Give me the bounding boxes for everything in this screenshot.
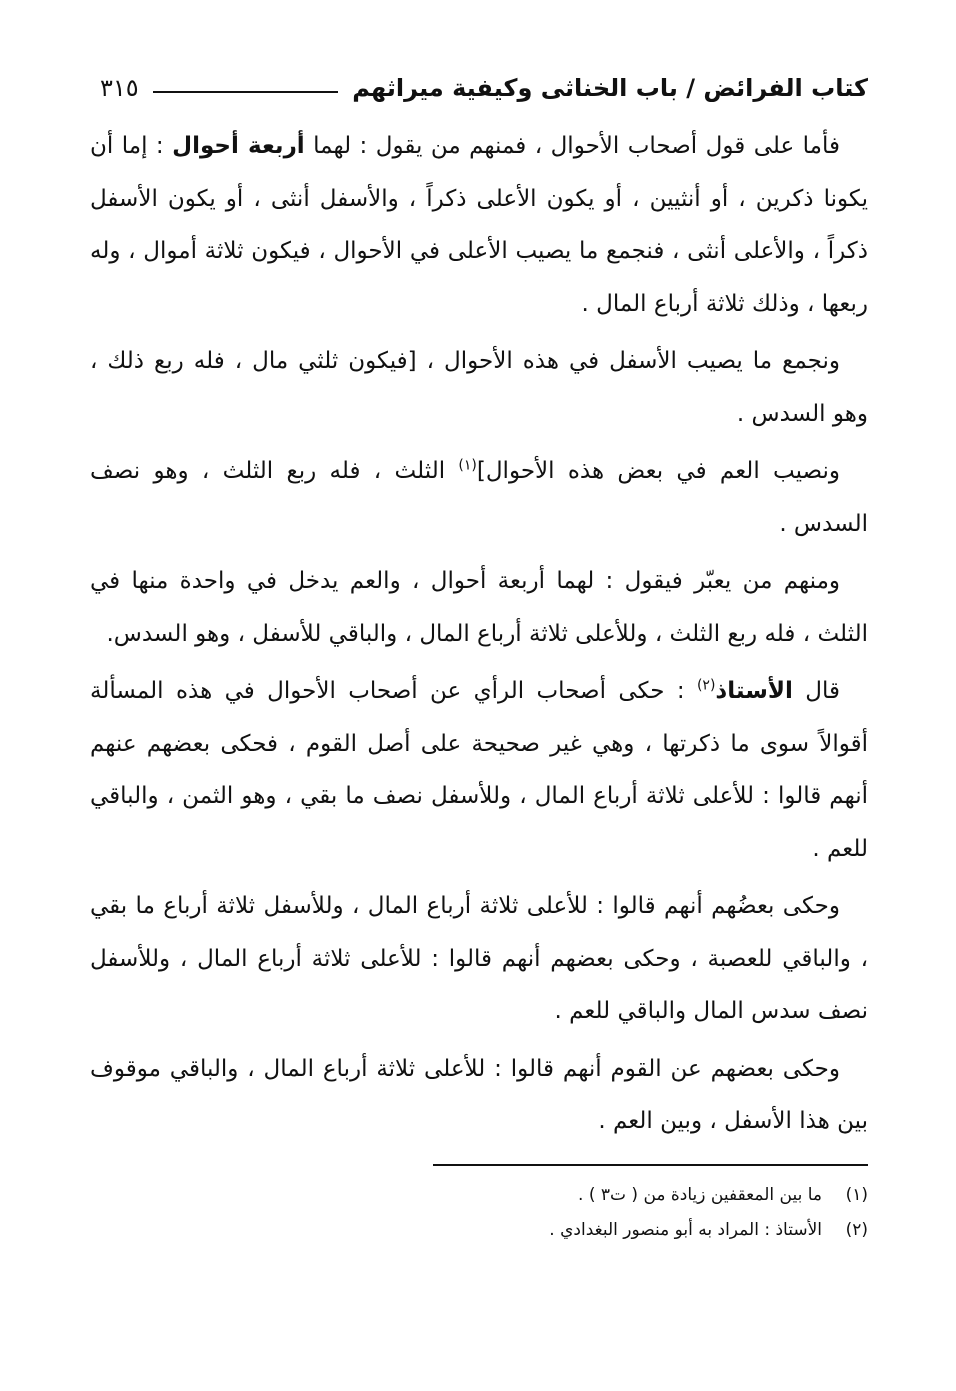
footnote-number: (١) <box>845 1184 868 1205</box>
emphasized-phrase: الأستاذ <box>715 678 793 704</box>
paragraph-text: : حكى أصحاب الرأي عن أصحاب الأحوال في هذه المسألة أقوالاً سوى ما ذكرتها ، وهي غير صحيحة على أصل القوم ، فحكى بعضهم عنهم أنهم قالوا : للأعلى ثلاثة أرباع المال ، وللأسفل نصف ما بقي ، وهو الثمن ، والباقي للعم . <box>90 678 868 862</box>
page-number: ٣١٥ <box>100 74 139 102</box>
footnote-separator <box>433 1164 868 1166</box>
document-page <box>90 60 868 1248</box>
paragraph-text: ونجمع ما يصيب الأسفل في هذه الأحوال ، [فيكون ثلثي مال ، فله ربع ذلك ، وهو السدس . <box>90 348 868 427</box>
paragraph-text: وحكى بعضُهم أنهم قالوا : للأعلى ثلاثة أرباع المال ، وللأسفل ثلاثة أرباع ما بقي ، والباقي للعصبة ، وحكى بعضهم أنهم قالوا : للأعلى ثلاثة أرباع المال ، وللأسفل نصف سدس المال والباقي للعم . <box>90 893 868 1024</box>
paragraph-text: ومنهم من يعبّر فيقول : لهما أربعة أحوال ، والعم يدخل في واحدة منها في الثلث ، فله ربع الثلث ، وللأعلى ثلاثة أرباع المال ، والباقي للأسفل ، وهو السدس. <box>90 568 868 647</box>
footnote-number: (٢) <box>845 1219 868 1240</box>
paragraph-2 <box>90 335 868 440</box>
paragraph-3 <box>90 445 868 550</box>
paragraph-text: قال <box>792 678 840 704</box>
paragraph-6 <box>90 880 868 1038</box>
header-title: كتاب الفرائض / باب الخناثى وكيفية ميراثهم <box>352 74 868 102</box>
footnote-marker-2[interactable]: (٢) <box>696 677 716 694</box>
paragraph-1 <box>90 120 868 330</box>
header-rule <box>153 91 339 93</box>
footnote-2 <box>90 1213 868 1248</box>
paragraph-text: الثلث ، فله ربع الثلث ، وهو نصف السدس . <box>90 458 868 537</box>
body-text <box>90 120 868 1148</box>
paragraph-text: وحكى بعضهم عن القوم أنهم قالوا : للأعلى ثلاثة أرباع المال ، والباقي موقوف بين هذا الأسفل ، وبين العم . <box>90 1055 868 1134</box>
footnotes <box>90 1178 868 1248</box>
footnote-marker-1[interactable]: (١) <box>458 457 477 474</box>
emphasized-phrase: أربعة أحوال <box>172 133 305 159</box>
footnote-text: ما بين المعقفين زيادة من ( ت٣ ) . <box>578 1184 822 1205</box>
paragraph-text: : إما أن يكونا ذكرين ، أو أنثيين ، أو يكون الأعلى ذكراً ، والأسفل أنثى ، أو يكون الأسفل ذكراً ، والأعلى أنثى ، فنجمع ما يصيب الأعلى في الأحوال ، فيكون ثلاثة أموال ، وله ربعها ، وذلك ثلاثة أرباع المال . <box>90 133 868 317</box>
paragraph-5 <box>90 665 868 875</box>
footnote-text: الأستاذ : المراد به أبو منصور البغدادي . <box>549 1219 822 1240</box>
running-header <box>90 60 868 116</box>
paragraph-4 <box>90 555 868 660</box>
paragraph-text: ونصيب العم في بعض هذه الأحوال] <box>476 458 840 484</box>
paragraph-text: فأما على قول أصحاب الأحوال ، فمنهم من يقول : لهما <box>304 133 840 159</box>
footnote-1 <box>90 1178 868 1213</box>
paragraph-7 <box>90 1043 868 1148</box>
